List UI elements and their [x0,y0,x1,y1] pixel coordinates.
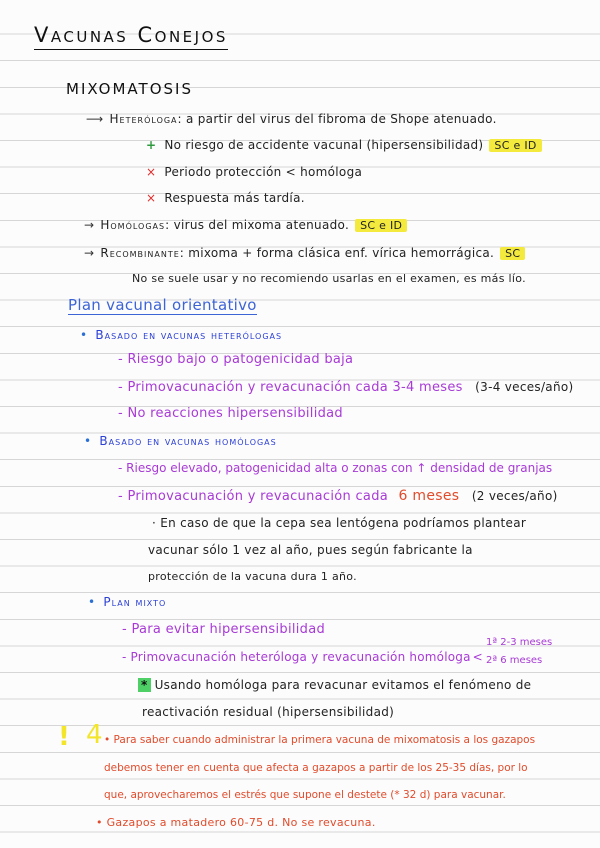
plan-aside: (2 veces/año) [471,489,558,503]
bullet-icon: • [88,595,96,609]
recombinante-note: No se suele usar y no recomiendo usarlas en el examen, es más lío. [132,272,526,285]
heterologa-pro: + No riesgo de accidente vacunal (hipersensibilidad) SC e ID [146,138,542,152]
plan-item: - Primovacunación heteróloga y revacunación homóloga < [122,650,483,664]
arrow-right-icon: ⟶ [86,112,104,126]
heterologa-con: × Respuesta más tardía. [146,191,305,205]
bullet-icon: • [80,328,88,342]
homologas-line [84,218,407,232]
plan-heterologas-heading: • Basado en vacunas heterólogas [80,328,283,342]
plan-item: - Riesgo bajo o patogenicidad baja [118,352,354,367]
footer-line: debemos tener en cuenta que afecta a gazapos a partir de los 25-35 días, por lo [104,762,528,774]
plus-icon: + [146,138,157,152]
route-badge: SC [500,247,525,260]
route-badge: SC e ID [489,139,541,152]
number-four-mark: 4 [86,720,103,750]
homologas-text: : virus del mixoma atenuado. [165,218,350,232]
plan-homologas-heading: • Basado en vacunas homólogas [84,434,277,448]
recombinante-text: : mixoma + forma clásica enf. vírica hemorrágica. [179,246,495,260]
heterologa-line [86,112,497,126]
heterologa-text: : a partir del virus del fibroma de Shope atenuado. [177,112,497,126]
heterologa-label: Heteróloga [109,112,178,126]
homologas-label: Homólogas [100,218,166,232]
exclamation-icon: ! [58,722,70,752]
plan-item: - Primovacunación y revacunación cada 3-4 meses (3-4 veces/año) [118,380,574,395]
footer-line: que, aprovecharemos el estrés que supone el destete (* 32 d) para vacunar. [104,789,506,801]
footer-line: • Para saber cuando administrar la primera vacuna de mixomatosis a los gazapos [104,734,536,746]
plan-item: - No reacciones hipersensibilidad [118,406,343,421]
plan-note-line: protección de la vacuna dura 1 año. [148,570,357,583]
cross-icon: × [146,165,157,179]
heterologa-con: × Periodo protección < homóloga [146,165,363,179]
cross-icon: × [146,191,157,205]
plan-item: - Para evitar hipersensibilidad [122,622,326,637]
plan-aside: (3-4 veces/año) [475,380,574,394]
plan-note-line: · En caso de que la cepa sea lentógena podríamos plantear [152,516,527,530]
arrow-right-icon: → [84,218,95,232]
plan-sup: 2ª 6 meses [486,655,543,666]
plan-item: - Primovacunación y revacunación cada 6 meses (2 veces/año) [118,488,558,504]
plan-note-line: vacunar sólo 1 vez al año, pues según fabricante la [148,543,473,557]
bullet-icon: • [84,434,92,448]
plan-emph: 6 meses [398,488,460,504]
section-title: MIXOMATOSIS [66,80,193,98]
route-badge: SC e ID [355,219,407,232]
recombinante-label: Recombinante [100,246,180,260]
plan-mixto-heading: • Plan mixto [88,595,167,609]
page-title: Vacunas Conejos [34,22,228,50]
recombinante-line [84,246,525,260]
plan-mixto-note: * Usando homóloga para revacunar evitamos el fenómeno de [138,678,531,692]
plan-sup: 1ª 2-3 meses [486,637,553,648]
footer-line: • Gazapos a matadero 60-75 d. No se revacuna. [96,816,376,829]
plan-mixto-note: reactivación residual (hipersensibilidad) [142,705,395,719]
star-icon: * [138,678,151,692]
arrow-right-icon: → [84,246,95,260]
plan-title: Plan vacunal orientativo [68,296,257,314]
plan-item: - Riesgo elevado, patogenicidad alta o zonas con ↑ densidad de granjas [118,461,553,475]
